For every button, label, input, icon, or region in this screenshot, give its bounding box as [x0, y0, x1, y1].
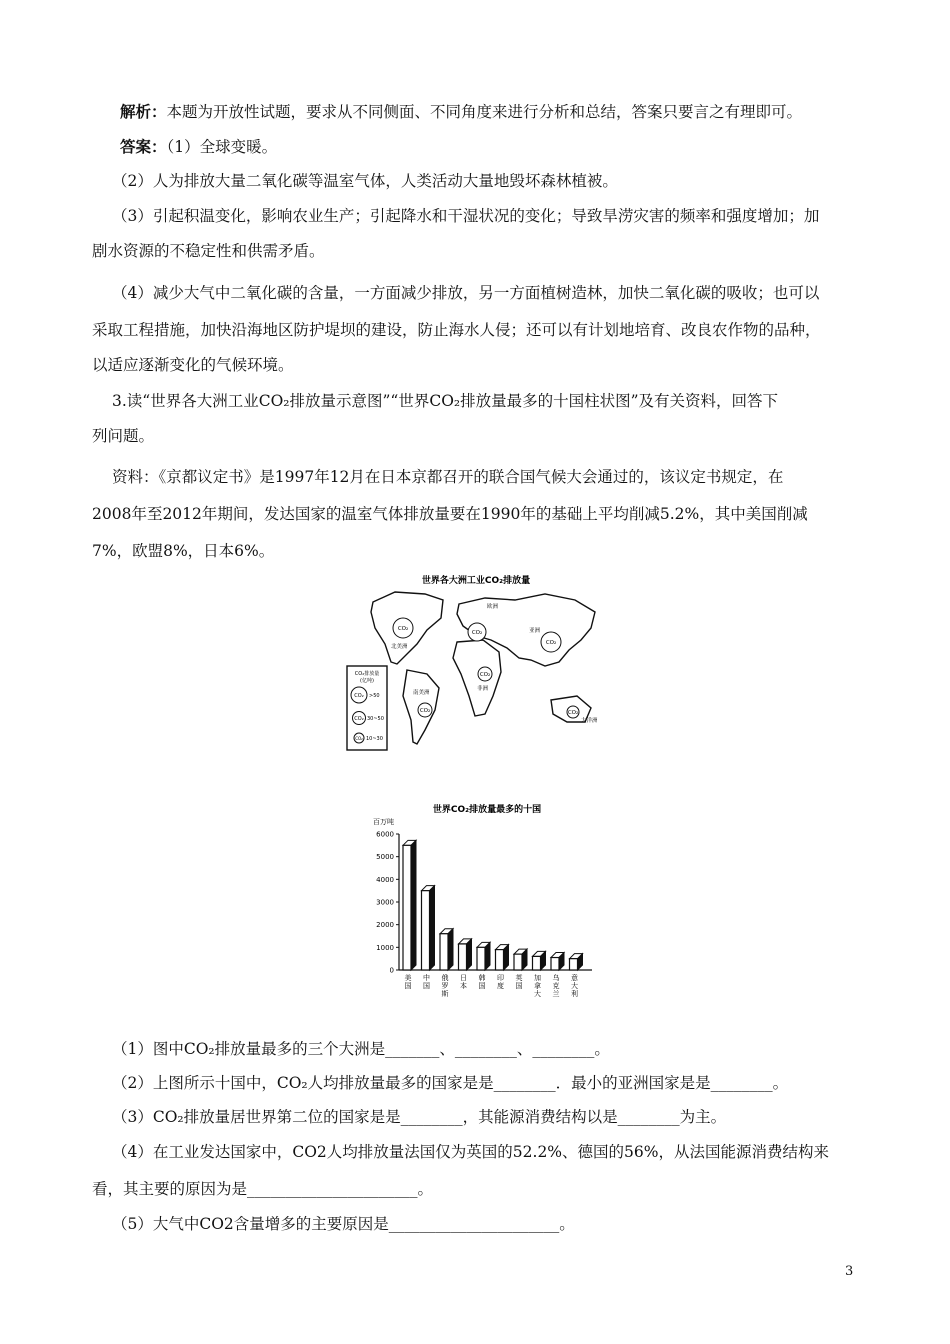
- page-number: 3: [845, 1264, 854, 1279]
- x-tick-label: 乌: [552, 974, 560, 982]
- y-tick-label: 6000: [376, 830, 394, 839]
- question-5: （5）大气中CO2含量增多的主要原因是______________________。: [112, 1215, 575, 1233]
- x-tick-label: 韩: [478, 974, 486, 982]
- y-tick-label: 1000: [376, 943, 394, 952]
- x-tick-label: 中: [423, 974, 430, 982]
- x-tick-label: 国: [478, 982, 486, 990]
- africa-shape: [453, 640, 501, 716]
- x-tick-label: 国: [423, 982, 430, 990]
- asia-co2-label: CO₂: [545, 640, 557, 646]
- answer-4-line-1: （4）减少大气中二氧化碳的含量，一方面减少排放，另一方面植树造林，加快二氧化碳的吸收；也可以: [112, 284, 820, 302]
- legend-co2-medium: CO₂: [354, 716, 364, 722]
- bar: [459, 944, 467, 970]
- x-tick-label: 拿: [534, 982, 541, 990]
- x-tick-label: 加: [534, 974, 541, 982]
- oceania-co2-label: CO₂: [567, 710, 579, 716]
- x-tick-label: 国: [404, 982, 412, 990]
- x-tick-label: 印: [497, 974, 504, 982]
- x-tick-label: 利: [571, 990, 578, 998]
- question-4-line-1: （4）在工业发达国家中，CO2人均排放量法国仅为英国的52.2%、德国的56%，从法国能源消费结构来: [112, 1143, 829, 1161]
- bar: [533, 956, 541, 970]
- x-tick-label: 美: [404, 974, 412, 982]
- legend-unit: (亿吨): [360, 678, 374, 684]
- x-tick-label: 兰: [552, 990, 560, 998]
- bar-side: [485, 942, 490, 970]
- resource-line-3: 7%，欧盟8%，日本6%。: [92, 542, 275, 560]
- analysis-text: 本题为开放性试题，要求从不同侧面、不同角度来进行分析和总结，答案只要言之有理即可。: [166, 103, 803, 121]
- x-tick-label: 度: [497, 982, 504, 990]
- x-tick-label: 英: [515, 974, 523, 982]
- chart-ylabel: 百万吨: [373, 818, 394, 826]
- north-america-co2-label: CO₂: [397, 626, 409, 632]
- resource-line-1: 资料：《京都议定书》是1997年12月在日本京都召开的联合国气候大会通过的，该议定书规定，在: [112, 468, 784, 486]
- bar-side: [467, 939, 472, 970]
- legend-co2-small: CO₂: [355, 736, 363, 741]
- x-tick-label: 日: [460, 974, 467, 982]
- label-north-america: 北美洲: [391, 644, 408, 650]
- x-tick-label: 意: [571, 974, 578, 982]
- label-asia: 亚洲: [529, 628, 541, 634]
- bar: [570, 959, 578, 970]
- bar: [440, 934, 448, 970]
- resource-line-2: 2008年至2012年期间，发达国家的温室气体排放量要在1990年的基础上平均削减5.2%，其中美国削减: [92, 505, 808, 523]
- legend-medium: 30~50: [367, 716, 384, 722]
- x-tick-label: 斯: [441, 990, 449, 998]
- y-tick-label: 0: [389, 966, 394, 975]
- bar-side: [448, 929, 453, 970]
- label-europe: 欧洲: [487, 604, 499, 610]
- analysis-paragraph: [120, 101, 890, 123]
- y-tick-label: 3000: [376, 898, 394, 907]
- answer-1: [120, 136, 890, 158]
- x-tick-label: 国: [515, 982, 523, 990]
- x-tick-label: 克: [552, 982, 560, 990]
- question-3: （3）CO₂排放量居世界第二位的国家是是________，其能源消费结构以是________为主。: [112, 1108, 727, 1126]
- label-oceania: 大洋洲: [581, 718, 598, 724]
- x-tick-label: 大: [534, 990, 541, 998]
- bar: [496, 950, 504, 970]
- bar: [551, 958, 559, 970]
- world-co2-map: [345, 570, 607, 758]
- africa-co2-label: CO₂: [479, 672, 491, 678]
- question-3-stem-line-2: 列问题。: [92, 427, 155, 445]
- legend-large: >50: [369, 693, 380, 699]
- legend-title: CO₂排放量: [354, 671, 380, 677]
- bar-side: [504, 945, 509, 970]
- bar-side: [411, 840, 416, 970]
- bar: [422, 891, 430, 970]
- label-south-america: 南美洲: [413, 690, 430, 696]
- europe-co2-label: CO₂: [471, 630, 483, 636]
- label-africa: 非洲: [477, 686, 489, 692]
- answer-4-line-2: 采取工程措施，加快沿海地区防护堤坝的建设，防止海水人侵；还可以有计划地培育、改良农作物的品种，: [92, 321, 821, 339]
- question-2: （2）上图所示十国中，CO₂人均排放量最多的国家是是________．最小的亚洲国家是是________。: [112, 1074, 789, 1092]
- x-tick-label: 大: [571, 982, 578, 990]
- x-tick-label: 罗: [441, 982, 449, 990]
- bar: [514, 954, 522, 970]
- top-ten-co2-bar-chart: [365, 800, 605, 1008]
- answer-3-line-1: （3）引起积温变化，影响农业生产；引起降水和干湿状况的变化；导致旱涝灾害的频率和强度增加；加: [112, 207, 820, 225]
- map-legend: [347, 666, 387, 750]
- answer-label: 答案：: [120, 137, 167, 156]
- bar: [477, 947, 485, 970]
- answer-2: （2）人为排放大量二氧化碳等温室气体，人类活动大量地毁坏森林植被。: [112, 172, 618, 190]
- answer-3-line-2: 剧水资源的不稳定性和供需矛盾。: [92, 242, 325, 260]
- y-tick-label: 5000: [376, 853, 394, 862]
- x-tick-label: 本: [460, 982, 467, 990]
- chart-title: 世界CO₂排放量最多的十国: [432, 805, 542, 815]
- question-3-stem-line-1: 3.读“世界各大洲工业CO₂排放量示意图”“世界CO₂排放量最多的十国柱状图”及有关资料，回答下: [112, 392, 779, 410]
- analysis-label: 解析：: [120, 102, 167, 121]
- bar: [403, 845, 411, 970]
- y-tick-label: 4000: [376, 875, 394, 884]
- legend-small: 10~30: [366, 736, 383, 742]
- question-1: （1）图中CO₂排放量最多的三个大洲是_______、________、________。: [112, 1040, 610, 1058]
- y-tick-label: 2000: [376, 921, 394, 930]
- legend-co2-large: CO₂: [354, 693, 364, 699]
- answer-4-line-3: 以适应逐渐变化的气候环境。: [92, 356, 294, 374]
- x-tick-label: 俄: [441, 974, 449, 982]
- bar-side: [430, 886, 435, 970]
- south-america-co2-label: CO₂: [419, 708, 431, 714]
- question-4-line-2: 看，其主要的原因为是______________________。: [92, 1180, 434, 1198]
- answer-1-text: （1）全球变暖。: [166, 138, 278, 156]
- map-title: 世界各大洲工业CO₂排放量: [421, 576, 531, 586]
